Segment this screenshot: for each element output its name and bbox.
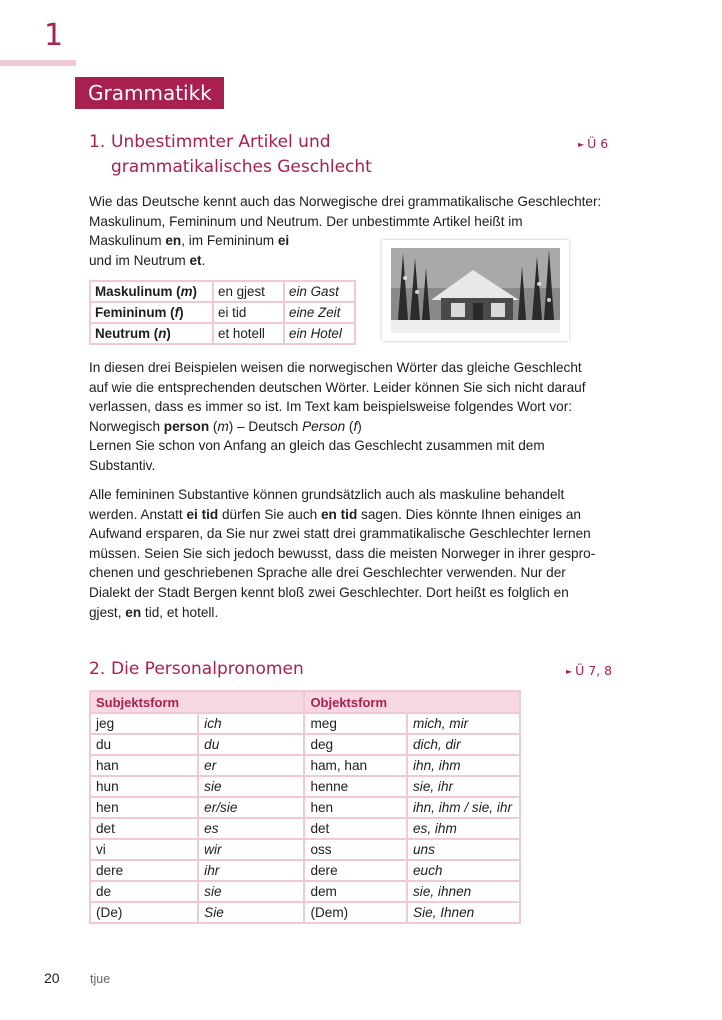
- object-de-cell: euch: [407, 860, 520, 881]
- text-line: Wie das Deutsche kennt auch das Norwegische drei grammatikalische Geschlechter:: [89, 194, 602, 209]
- text-line: Substantiv.: [89, 457, 156, 473]
- table-row: [90, 734, 520, 755]
- text-line: Lernen Sie schon von Anfang an gleich das Geschlecht zusammen mit dem: [89, 438, 545, 454]
- text-line: verlassen, dass es immer so ist. Im Text kam beispielsweise folgendes Wort vor:: [89, 399, 573, 415]
- chapter-number: 1: [44, 18, 64, 53]
- exercise-reference-label: Ü 6: [587, 136, 609, 151]
- subject-no-cell: han: [90, 755, 198, 776]
- subject-no-cell: (De): [90, 902, 198, 923]
- cabin-photo: [382, 240, 569, 341]
- object-de-cell: sie, ihr: [407, 776, 520, 797]
- subject-de-cell: wir: [198, 839, 304, 860]
- heading-unbestimmter-artikel: [89, 130, 509, 180]
- heading-number: 2.: [89, 659, 106, 679]
- object-no-cell: henne: [304, 776, 407, 797]
- subject-de-cell: es: [198, 818, 304, 839]
- object-de-cell: uns: [407, 839, 520, 860]
- subject-no-cell: hen: [90, 797, 198, 818]
- object-de-cell: es, ihm: [407, 818, 520, 839]
- paragraph-3: [89, 485, 624, 622]
- header-subjektsform: Subjektsform: [90, 691, 304, 713]
- subject-no-cell: du: [90, 734, 198, 755]
- text-line: Maskulinum en, im Femininum ei: [89, 233, 290, 249]
- subject-de-cell: ihr: [198, 860, 304, 881]
- subject-de-cell: sie: [198, 881, 304, 902]
- gender-label-cell: Neutrum (n): [90, 323, 213, 344]
- heading-line-2: grammatikalisches Geschlecht: [111, 157, 372, 177]
- table-row: [90, 797, 520, 818]
- text-line: müssen. Seien Sie sich jedoch bewusst, dass die meisten Norweger in ihrer gespro-: [89, 545, 596, 561]
- subject-de-cell: sie: [198, 776, 304, 797]
- object-no-cell: (Dem): [304, 902, 407, 923]
- subject-de-cell: Sie: [198, 902, 304, 923]
- paragraph-2: [89, 358, 624, 476]
- text-line: und im Neutrum et.: [89, 252, 206, 268]
- object-no-cell: meg: [304, 713, 407, 734]
- table-row: [90, 902, 520, 923]
- object-no-cell: oss: [304, 839, 407, 860]
- table-row: [90, 323, 355, 344]
- subject-no-cell: hun: [90, 776, 198, 797]
- norwegian-cell: ei tid: [213, 302, 284, 323]
- object-no-cell: hen: [304, 797, 407, 818]
- pointer-triangle-icon: ►: [578, 140, 585, 149]
- object-de-cell: dich, dir: [407, 734, 520, 755]
- norwegian-cell: et hotell: [213, 323, 284, 344]
- object-de-cell: ihn, ihm / sie, ihr: [407, 797, 520, 818]
- text-line: In diesen drei Beispielen weisen die norwegischen Wörter das gleiche Geschlecht: [89, 360, 582, 375]
- table-header-row: [90, 691, 520, 713]
- table-row: [90, 281, 355, 302]
- text-line: auf wie die entsprechenden deutschen Wörter. Leider können Sie sich nicht darauf: [89, 379, 586, 395]
- gender-label-cell: Maskulinum (m): [90, 281, 213, 302]
- object-no-cell: dem: [304, 881, 407, 902]
- page-number: 20: [44, 970, 60, 986]
- subject-de-cell: du: [198, 734, 304, 755]
- gender-label-cell: Femininum (f): [90, 302, 213, 323]
- pointer-triangle-icon: ►: [566, 667, 573, 676]
- table-row: [90, 755, 520, 776]
- gender-table: [89, 280, 356, 345]
- object-no-cell: ham, han: [304, 755, 407, 776]
- text-line: Alle femininen Substantive können grundsätzlich auch als maskuline behandelt: [89, 487, 565, 502]
- object-de-cell: mich, mir: [407, 713, 520, 734]
- subject-no-cell: dere: [90, 860, 198, 881]
- chapter-rule: [0, 60, 76, 66]
- snowy-cabin-image: [391, 248, 560, 333]
- table-row: [90, 776, 520, 797]
- subject-de-cell: er: [198, 755, 304, 776]
- subject-no-cell: de: [90, 881, 198, 902]
- german-cell: eine Zeit: [284, 302, 355, 323]
- object-no-cell: dere: [304, 860, 407, 881]
- subject-no-cell: vi: [90, 839, 198, 860]
- text-line: Maskulinum, Femininum und Neutrum. Der unbestimmte Artikel heißt im: [89, 213, 523, 229]
- norwegian-cell: en gjest: [213, 281, 284, 302]
- object-no-cell: deg: [304, 734, 407, 755]
- table-row: [90, 713, 520, 734]
- page-number-word: tjue: [90, 972, 111, 986]
- table-row: [90, 839, 520, 860]
- table-row: [90, 302, 355, 323]
- exercise-reference-2[interactable]: [566, 663, 612, 678]
- german-cell: ein Hotel: [284, 323, 355, 344]
- german-cell: ein Gast: [284, 281, 355, 302]
- header-objektsform: Objektsform: [304, 691, 520, 713]
- exercise-reference-1[interactable]: [578, 136, 608, 151]
- exercise-reference-label: Ü 7, 8: [575, 663, 613, 678]
- pronoun-table: [89, 690, 521, 924]
- heading-line-1: Unbestimmter Artikel und: [111, 132, 331, 152]
- heading-personalpronomen: [89, 657, 304, 682]
- object-de-cell: sie, ihnen: [407, 881, 520, 902]
- object-de-cell: Sie, Ihnen: [407, 902, 520, 923]
- heading-number: 1.: [89, 132, 106, 152]
- text-line: Aufwand ersparen, da Sie nur zwei statt drei grammatikalische Geschlechter lernen: [89, 526, 591, 542]
- text-line: Norwegisch person (m) – Deutsch Person (f): [89, 418, 362, 434]
- table-row: [90, 860, 520, 881]
- object-de-cell: ihn, ihm: [407, 755, 520, 776]
- table-row: [90, 818, 520, 839]
- text-line: werden. Anstatt ei tid dürfen Sie auch en tid sagen. Dies könnte Ihnen einiges an: [89, 506, 581, 522]
- subject-no-cell: jeg: [90, 713, 198, 734]
- text-line: gjest, en tid, et hotell.: [89, 604, 219, 620]
- text-line: chenen und geschriebenen Sprache alle drei Geschlechter verwenden. Nur der: [89, 565, 566, 581]
- text-line: Dialekt der Stadt Bergen kennt bloß zwei Geschlechter. Dort heißt es folglich en: [89, 584, 569, 600]
- object-no-cell: det: [304, 818, 407, 839]
- table-row: [90, 881, 520, 902]
- subject-no-cell: det: [90, 818, 198, 839]
- subject-de-cell: er/sie: [198, 797, 304, 818]
- section-banner: Grammatikk: [75, 77, 224, 109]
- subject-de-cell: ich: [198, 713, 304, 734]
- heading-title: Die Personalpronomen: [111, 659, 304, 679]
